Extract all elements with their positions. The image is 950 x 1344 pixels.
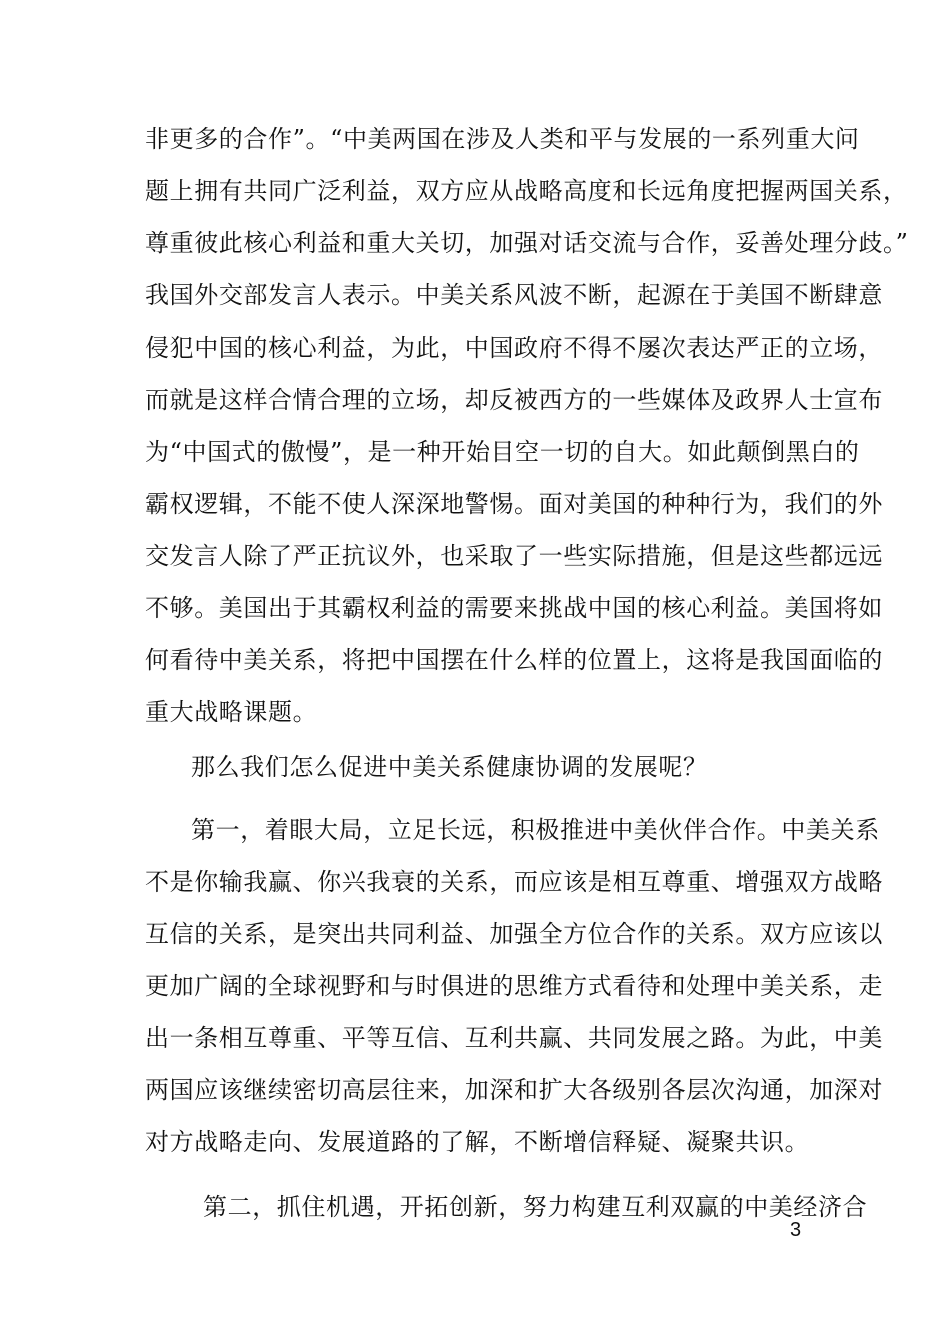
text-line: 交发言人除了严正抗议外，也采取了一些实际措施，但是这些都远远 (145, 542, 883, 570)
text-line: 互信的关系，是突出共同利益、加强全方位合作的关系。双方应该以 (145, 920, 883, 948)
text-line: 对方战略走向、发展道路的了解，不断增信释疑、凝聚共识。 (145, 1128, 810, 1156)
text-line: 不是你输我赢、你兴我衰的关系，而应该是相互尊重、增强双方战略 (145, 868, 883, 896)
text-line: 侵犯中国的核心利益，为此，中国政府不得不屡次表达严正的立场， (145, 334, 883, 362)
text-line: 何看待中美关系，将把中国摆在什么样的位置上，这将是我国面临的 (145, 646, 883, 674)
text-line: 题上拥有共同广泛利益，双方应从战略高度和长远角度把握两国关系， (145, 177, 908, 205)
text-line: 出一条相互尊重、平等互信、互利共赢、共同发展之路。为此，中美 (145, 1024, 883, 1052)
paragraph-first-point: 第一，着眼大局，立足长远，积极推进中美伙伴合作。中美关系 (191, 816, 880, 844)
text-line: 不够。美国出于其霸权利益的需要来挑战中国的核心利益。美国将如 (145, 594, 883, 622)
page-number: 3 (790, 1219, 802, 1241)
text-line: 更加广阔的全球视野和与时俱进的思维方式看待和处理中美关系，走 (145, 972, 883, 1000)
paragraph-question: 那么我们怎么促进中美关系健康协调的发展呢？ (191, 753, 708, 781)
text-line: 为“中国式的傲慢”，是一种开始目空一切的自大。如此颠倒黑白的 (145, 438, 860, 466)
paragraph-second-point: 第二，抓住机遇，开拓创新，努力构建互利双赢的中美经济合 (203, 1193, 868, 1221)
text-line: 霸权逻辑，不能不使人深深地警惕。面对美国的种种行为，我们的外 (145, 490, 883, 518)
text-line: 两国应该继续密切高层往来，加深和扩大各级别各层次沟通，加深对 (145, 1076, 883, 1104)
text-line: 重大战略课题。 (145, 698, 318, 726)
text-line: 我国外交部发言人表示。中美关系风波不断，起源在于美国不断肆意 (145, 281, 883, 309)
text-line: 非更多的合作”。“中美两国在涉及人类和平与发展的一系列重大问 (145, 125, 860, 153)
text-line: 尊重彼此核心利益和重大关切，加强对话交流与合作，妥善处理分歧。” (145, 229, 909, 257)
text-line: 而就是这样合情合理的立场，却反被西方的一些媒体及政界人士宣布 (145, 386, 883, 414)
